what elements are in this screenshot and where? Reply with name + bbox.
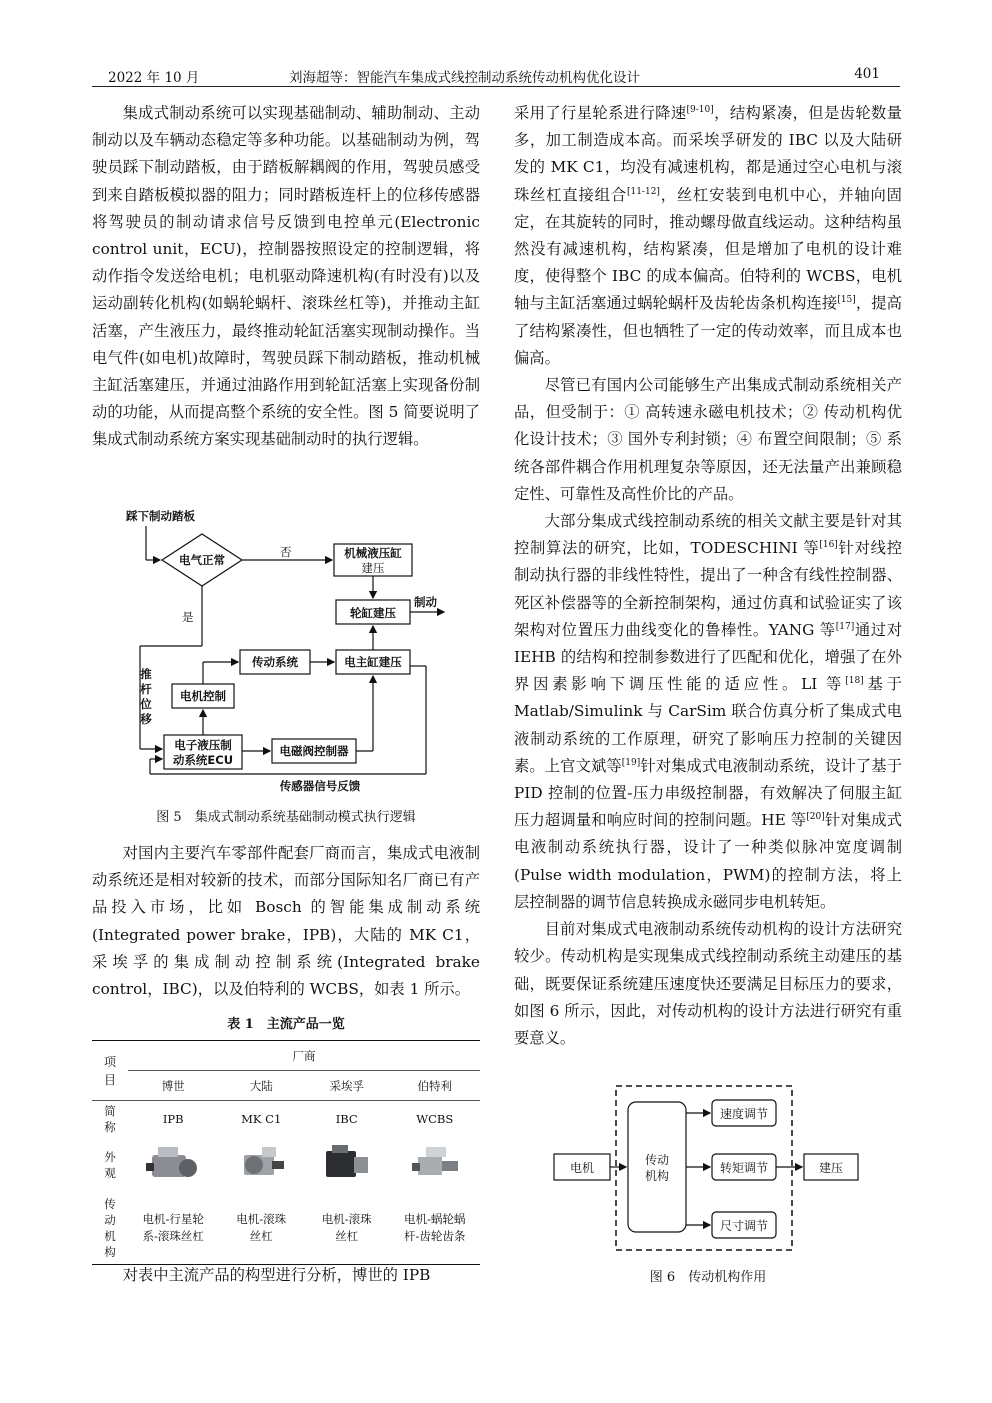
table-row-label-look: 外 观 <box>104 1149 116 1180</box>
fig5-motor-ctrl: 电机控制 <box>180 689 226 703</box>
table-cell-mech: 电机-蜗轮蜗 杆-齿轮齿条 <box>389 1193 480 1265</box>
table-maker: 博世 <box>161 1078 185 1093</box>
fig5-yes: 是 <box>182 610 194 624</box>
right-column <box>514 100 902 1052</box>
figure-5-caption: 图 5 集成式制动系统基础制动模式执行逻辑 <box>156 810 416 825</box>
paragraph: 大部分集成式线控制动系统的相关文献主要是针对其控制算法的研究，比如，TODESCHINI 等[16]针对线控制动执行器的非线性特性，提出了一种含有线性控制器、死区补偿器等的全新控制架构，通过仿真和试验证实了该架构对位置压力曲线变化的鲁棒性。YANG 等[17]通过对 IEHB 的结构和控制参数进行了匹配和优化，增强了在外界因素影响下调压性能的适应性。LI 等[18]基于 Matlab/Simulink 与 CarSim 联合仿真分析了集成式电液制动系统的工作原理，研究了影响压力控制的关键因素。上官文斌等[19]针对集成式电液制动系统，设计了基于 PID 控制的位置-压力串级控制器，有效解决了伺服主缸压力超调量和响应时间的控制问题。HE 等[20]针对集成式电液制动系统执行器，设计了一种类似脉冲宽度调制(Pulse width modulation，PWM)的控制方法，将上层控制器的调节信息转换成永磁同步电机转矩。 <box>514 512 902 911</box>
table-cell-name: IPB <box>128 1101 218 1137</box>
table-maker-label: 厂商 <box>128 1041 480 1071</box>
fig6-output: 建压 <box>818 1161 844 1175</box>
paragraph: 目前对集成式电液制动系统传动机构的设计方法研究较少。传动机构是实现集成式线控制动系统主动建压的基础，既要保证系统建压速度快还要满足目标压力的要求，如图 6 所示，因此，对传动机构的设计方法进行研究有重要意义。 <box>514 920 902 1047</box>
table-cell-mech: 电机-行星轮 系-滚珠丝杠 <box>128 1193 218 1265</box>
fig5-wheel: 轮缸建压 <box>350 606 396 620</box>
fig6-mech-1: 传动 <box>644 1153 670 1167</box>
fig5-push: 推杆位移 <box>140 667 152 726</box>
fig5-brake: 制动 <box>414 595 437 609</box>
fig5-trans: 传动系统 <box>252 655 298 669</box>
figure-6-caption: 图 6 传动机构作用 <box>649 1270 767 1285</box>
paragraph: 采用了行星轮系进行降速[9-10]，结构紧凑，但是齿轮数量多，加工制造成本高。而采埃孚研发的 IBC 以及大陆研发的 MK C1，均没有减速机构，都是通过空心电机与滚珠丝杠直接组合[11-12]，丝杠安装到电机中心，并轴向固定，在其旋转的同时，推动螺母做直线运动。这种结构虽然没有减速机构，结构紧凑，但是增加了电机的设计难度，使得整个 IBC 的成本偏高。伯特利的 WCBS，电机轴与主缸活塞通过蜗轮蜗杆及齿轮齿条机构连接[15]，提高了结构紧凑性，但也牺牲了一定的传动效率，而且成本也偏高。 <box>514 104 902 367</box>
paragraph: 集成式制动系统可以实现基础制动、辅助制动、主动制动以及车辆动态稳定等多种功能。以基础制动为例，驾驶员踩下制动踏板，由于踏板解耦阀的作用，驾驶员感受到来自踏板模拟器的阻力；同时踏板连杆上的位移传感器将驾驶员的制动请求信号反馈到电控单元(Electronic control unit，ECU)，控制器按照设定的控制逻辑，将动作指令发送给电机；电机驱动降速机构(有时没有)以及运动副转化机构(如蜗轮蜗杆、滚珠丝杠等)，并推动主缸活塞，产生液压力，最终推动轮缸活塞实现制动操作。当电气件(如电机)故障时，驾驶员踩下制动踏板，推动机械主缸活塞建压，并通过油路作用到轮缸活塞上实现备份制动的功能，从而提高整个系统的安全性。图 5 简要说明了集成式制动系统方案实现基础制动时的执行逻辑。 <box>92 104 480 449</box>
table-row-label-name: 简 称 <box>92 1101 128 1137</box>
product-image-mkc1 <box>218 1137 304 1193</box>
product-image-ipb <box>128 1137 218 1193</box>
fig5-no: 否 <box>280 545 292 559</box>
paragraph: 对国内主要汽车零部件配套厂商而言，集成式电液制动系统还是相对较新的技术，而部分国际知名厂商已有产品投入市场，比如 Bosch 的智能集成制动系统(Integrated power brake，IPB)，大陆的 MK C1，采埃孚的集成制动控制系统(Integrated brake control，IBC)，以及伯特利的 WCBS，如表 1 所示。 <box>92 844 480 999</box>
figure-5-flowchart <box>120 506 450 794</box>
table-item-label: 项 目 <box>92 1041 128 1101</box>
fig5-decision: 电气正常 <box>179 553 225 567</box>
fig5-mech-1: 机械液压缸 <box>344 546 402 560</box>
table-cell-name: MK C1 <box>218 1101 304 1137</box>
fig6-speed: 速度调节 <box>719 1107 769 1121</box>
paragraph: 尽管已有国内公司能够生产出集成式制动系统相关产品，但受制于：① 高转速永磁电机技术；② 传动机构优化设计技术；③ 国外专利封锁；④ 布置空间限制；⑤ 系统各部件耦合作用机理复杂等原因，还无法量产出兼顾稳定性、可靠性及高性价比的产品。 <box>514 376 902 503</box>
page-number: 401 <box>854 66 880 82</box>
left-column-mid <box>92 840 480 1003</box>
table-maker: 伯特利 <box>417 1078 452 1093</box>
product-image-ibc <box>304 1137 390 1193</box>
fig5-valve: 电磁阀控制器 <box>279 744 349 758</box>
fig6-torque: 转矩调节 <box>719 1161 769 1175</box>
fig5-start: 踩下制动踏板 <box>126 509 195 523</box>
left-column-bottom <box>92 1262 480 1289</box>
paragraph: 对表中主流产品的构型进行分析，博世的 IPB <box>122 1266 431 1284</box>
table-maker: 采埃孚 <box>329 1078 364 1093</box>
table-cell-name: WCBS <box>389 1101 480 1137</box>
fig5-ecu-1: 电子液压制 <box>174 738 232 752</box>
product-image-wcbs <box>389 1137 480 1193</box>
table-1-title: 表 1 主流产品一览 <box>227 1017 345 1032</box>
fig5-mech-2: 建压 <box>361 561 385 575</box>
left-column-top <box>92 100 480 454</box>
table-cell-mech: 电机-滚珠 丝杠 <box>304 1193 390 1265</box>
fig6-size: 尺寸调节 <box>719 1219 769 1233</box>
running-header <box>92 64 900 87</box>
header-title: 刘海超等：智能汽车集成式线控制动系统传动机构优化设计 <box>289 70 640 86</box>
fig5-ecu-2: 动系统ECU <box>172 753 234 767</box>
table-cell-mech: 电机-滚珠 丝杠 <box>218 1193 304 1265</box>
fig6-motor: 电机 <box>569 1161 595 1175</box>
fig6-mech-2: 机构 <box>644 1169 670 1183</box>
table-row-label-mech: 传 动 机 构 <box>92 1193 128 1265</box>
header-date: 2022 年 10 月 <box>108 70 200 86</box>
table-1 <box>92 1040 480 1265</box>
table-maker: 大陆 <box>249 1078 273 1093</box>
table-cell-name: IBC <box>304 1101 390 1137</box>
fig5-master: 电主缸建压 <box>344 655 402 669</box>
fig5-feedback: 传感器信号反馈 <box>279 779 361 793</box>
figure-6-diagram <box>550 1084 870 1254</box>
